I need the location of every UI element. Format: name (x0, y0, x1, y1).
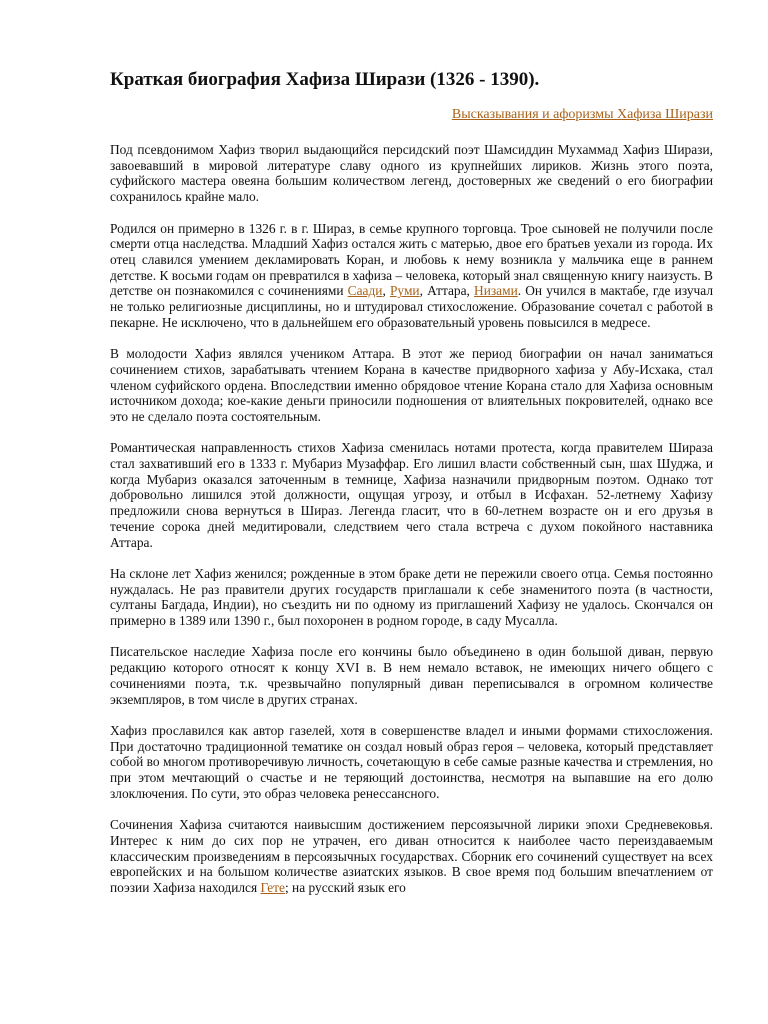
top-link-row (110, 106, 713, 124)
paragraph-legacy: Писательское наследие Хафиза после его кончины было объединено в один большой диван, первую редакцию которого относят к концу XVI в. В нем немало вставок, не имеющих ничего общего с сочинениями поэта, т.к. чрезвычайно популярный диван переписывался в огромном количестве экземпляров, в том числе в других странах. (110, 644, 713, 707)
rumi-link[interactable]: Руми (389, 283, 420, 299)
text-segment: . Он учился в мактабе, где изучал не только религиозные дисциплины, но и штудировал стихосложение. Образование сочетал с работой в пекарне. Не исключено, что в дальнейшем его образовательный уровень повысился в медресе. (110, 283, 713, 330)
page-title: Краткая биография Хафиза Ширази (1326 - 1390). (110, 69, 540, 90)
saadi-link[interactable]: Саади (347, 283, 383, 299)
goethe-link[interactable]: Гете (260, 879, 285, 895)
paragraph-youth: В молодости Хафиз являлся учеником Аттара. В этот же период биографии он начал заниматься сочинением стихов, зарабатывать чтением Корана в качестве придворного хафиза у Абу-Исхака, стал членом суфийского ордена. Впоследствии именно обрядовое чтение Корана стало для Хафиза основным источником дохода; кое-какие деньги приносили подношения от влиятельных покровителей, однако все это не сделало поэта состоятельным. (110, 346, 713, 424)
paragraph-intro: Под псевдонимом Хафиз творил выдающийся персидский поэт Шамсиддин Мухаммад Хафиз Ширази, завоевавший в мировой литературе славу одного из крупнейших лириков. Жизнь этого поэта, суфийского мастера овеяна большим количеством легенд, достоверных же сведений о его биографии сохранилось крайне мало. (110, 142, 713, 205)
nizami-link[interactable]: Низами (474, 283, 518, 299)
text-segment: , (382, 283, 390, 299)
document-page (110, 64, 713, 896)
text-segment: , Аттара, (419, 283, 475, 299)
sayings-link[interactable]: Высказывания и афоризмы Хафиза Ширази (451, 107, 713, 122)
paragraph-works (110, 817, 713, 896)
text-segment: ; на русский язык его (284, 879, 406, 895)
text-segment: Родился он примерно в 1326 г. в г. Шираз, в семье крупного торговца. Трое сыновей не получили после смерти отца наследства. Младший Хафиз остался жить с матерью, двое его братьев уехали из города. Их отец славился умением декламировать Коран, и любовь к нему возникла у мальчика еще в раннем детстве. К восьми годам он превратился в хафиза – человека, который знал священную книгу наизусть. В детстве он познакомился с сочинениями (110, 220, 713, 299)
paragraph-later-years: На склоне лет Хафиз женился; рожденные в этом браке дети не пережили своего отца. Семья постоянно нуждалась. Не раз правители других государств приглашали к себе знаменитого поэта (в частности, султаны Багдада, Индии), но съездить ни по одному из приглашений Хафизу не удалось. Скончался он примерно в 1389 или 1390 г., был похоронен в родном городе, в саду Мусалла. (110, 565, 713, 629)
paragraph-ghazals: Хафиз прославился как автор газелей, хотя в совершенстве владел и иными формами стихосложения. При достаточно традиционной тематике он создал новый образ героя – человека, который представляет собой во многом противоречивую личность, сочетающую в себе самые разные качества и стремления, но при этом мечтающий о счастье и не теряющий достоинства, несмотря на выпавшие на его долю злоключения. По сути, это образ человека ренессансного. (110, 722, 713, 801)
text-segment: Сочинения Хафиза считаются наивысшим достижением персоязычной лирики эпохи Средневековья. Интерес к ним до сих пор не утрачен, его диван относится к наиболее часто переиздаваемым классическим произведениям в персоязычных государствах. Сборник его сочинений существует на всех европейских и на большом количестве азиатских языков. В свое время под большим впечатлением от поэзии Хафиза находился (110, 817, 713, 895)
paragraph-birth (110, 221, 713, 331)
paragraph-romantic: Романтическая направленность стихов Хафиза сменилась нотами протеста, когда правителем Шираза стал захвативший его в 1333 г. Мубариз Музаффар. Его лишил власти собственный сын, шах Шуджа, и когда Мубариз оказался заточенным в темнице, Хафиза назначили придворным поэтом. Однако тот добровольно лишился этой должности, ощущая угрозу, и отбыл в Исфахан. 52-летнему Хафизу предложили снова вернуться в Шираз. Легенда гласит, что в 60-летнем возрасте он и его друзья в течение сорока дней медитировали, следствием чего стала встреча с духом покойного наставника Аттара. (110, 440, 713, 550)
